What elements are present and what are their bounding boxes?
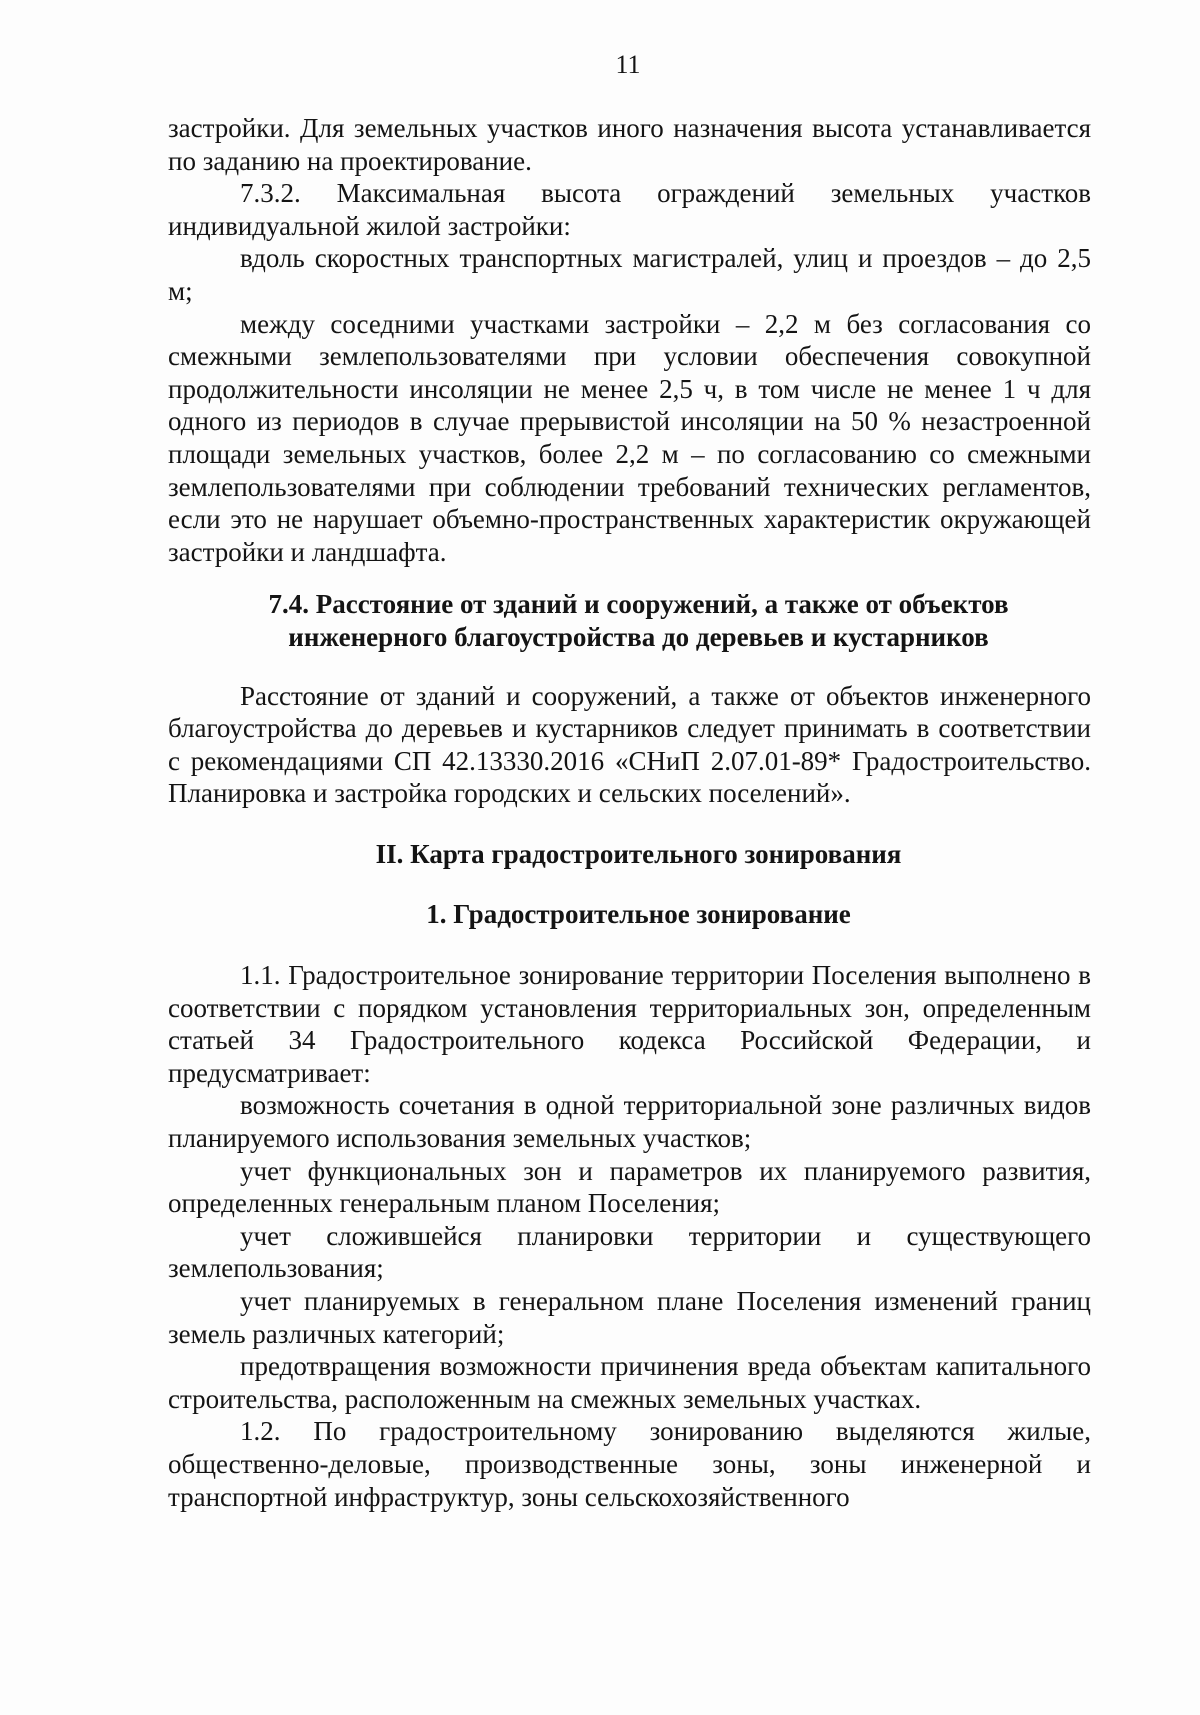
paragraph-between-plots: между соседними участками застройки – 2,2 м без согласования со смежными землепользователями при условии обеспечения совокупной продолжительности инсоляции не менее 2,5 ч, в том числе не менее 1 ч для одного из периодов в случае прерывистой инсоляции на 50 % незастроенной площади земельных участков, более 2,2 м – по согласованию со смежными землепользователями при соблюдении требований технических регламентов, если это не нарушает объемно-пространственных характеристик окружающей застройки и ландшафта. <box>168 308 1091 567</box>
section-7-4-heading-line2: инженерного благоустройства до деревьев и кустарников <box>288 621 989 652</box>
paragraph-7-3-2: 7.3.2. Максимальная высота ограждений земельных участков индивидуальной жилой застройки: <box>168 178 1091 241</box>
section-7-4-body: Расстояние от зданий и сооружений, а также от объектов инженерного благоустройства до деревьев и кустарников следует принимать в соответствии с рекомендациями СП 42.13330.2016 «СНиП 2.07.01-89* Градостроительство. Планировка и застройка городских и сельских поселений». <box>168 680 1091 809</box>
section-II-heading: II. Карта градостроительного зонирования <box>375 838 902 869</box>
page-content <box>168 112 1091 1513</box>
list-item: учет планируемых в генеральном плане Поселения изменений границ земель различных категорий; <box>168 1286 1091 1349</box>
paragraph-along-highways: вдоль скоростных транспортных магистралей, улиц и проездов – до 2,5 м; <box>168 243 1091 306</box>
paragraph-1-2: 1.2. По градостроительному зонированию выделяются жилые, общественно-деловые, производственные зоны, зоны инженерной и транспортной инфраструктур, зоны сельскохозяйственного <box>168 1416 1091 1512</box>
paragraph-1-1: 1.1. Градостроительное зонирование территории Поселения выполнено в соответствии с порядком установления территориальных зон, определенным статьей 34 Градостроительного кодекса Российской Федерации, и предусматривает: <box>168 960 1091 1088</box>
list-item: возможность сочетания в одной территориальной зоне различных видов планируемого использования земельных участков; <box>168 1090 1091 1154</box>
section-1-heading: 1. Градостроительное зонирование <box>426 899 851 930</box>
paragraph-continuation: застройки. Для земельных участков иного назначения высота устанавливается по заданию на проектирование. <box>168 113 1091 176</box>
list-item: предотвращения возможности причинения вреда объектам капитального строительства, расположенным на смежных земельных участках. <box>168 1351 1091 1414</box>
list-item: учет функциональных зон и параметров их планируемого развития, определенных генеральным планом Поселения; <box>168 1155 1091 1219</box>
list-item: учет сложившейся планировки территории и существующего землепользования; <box>168 1220 1091 1284</box>
section-7-4-heading-line1: 7.4. Расстояние от зданий и сооружений, а также от объектов <box>268 589 1009 620</box>
page-number: 11 <box>615 50 641 79</box>
section-7-4-heading <box>168 588 1091 653</box>
